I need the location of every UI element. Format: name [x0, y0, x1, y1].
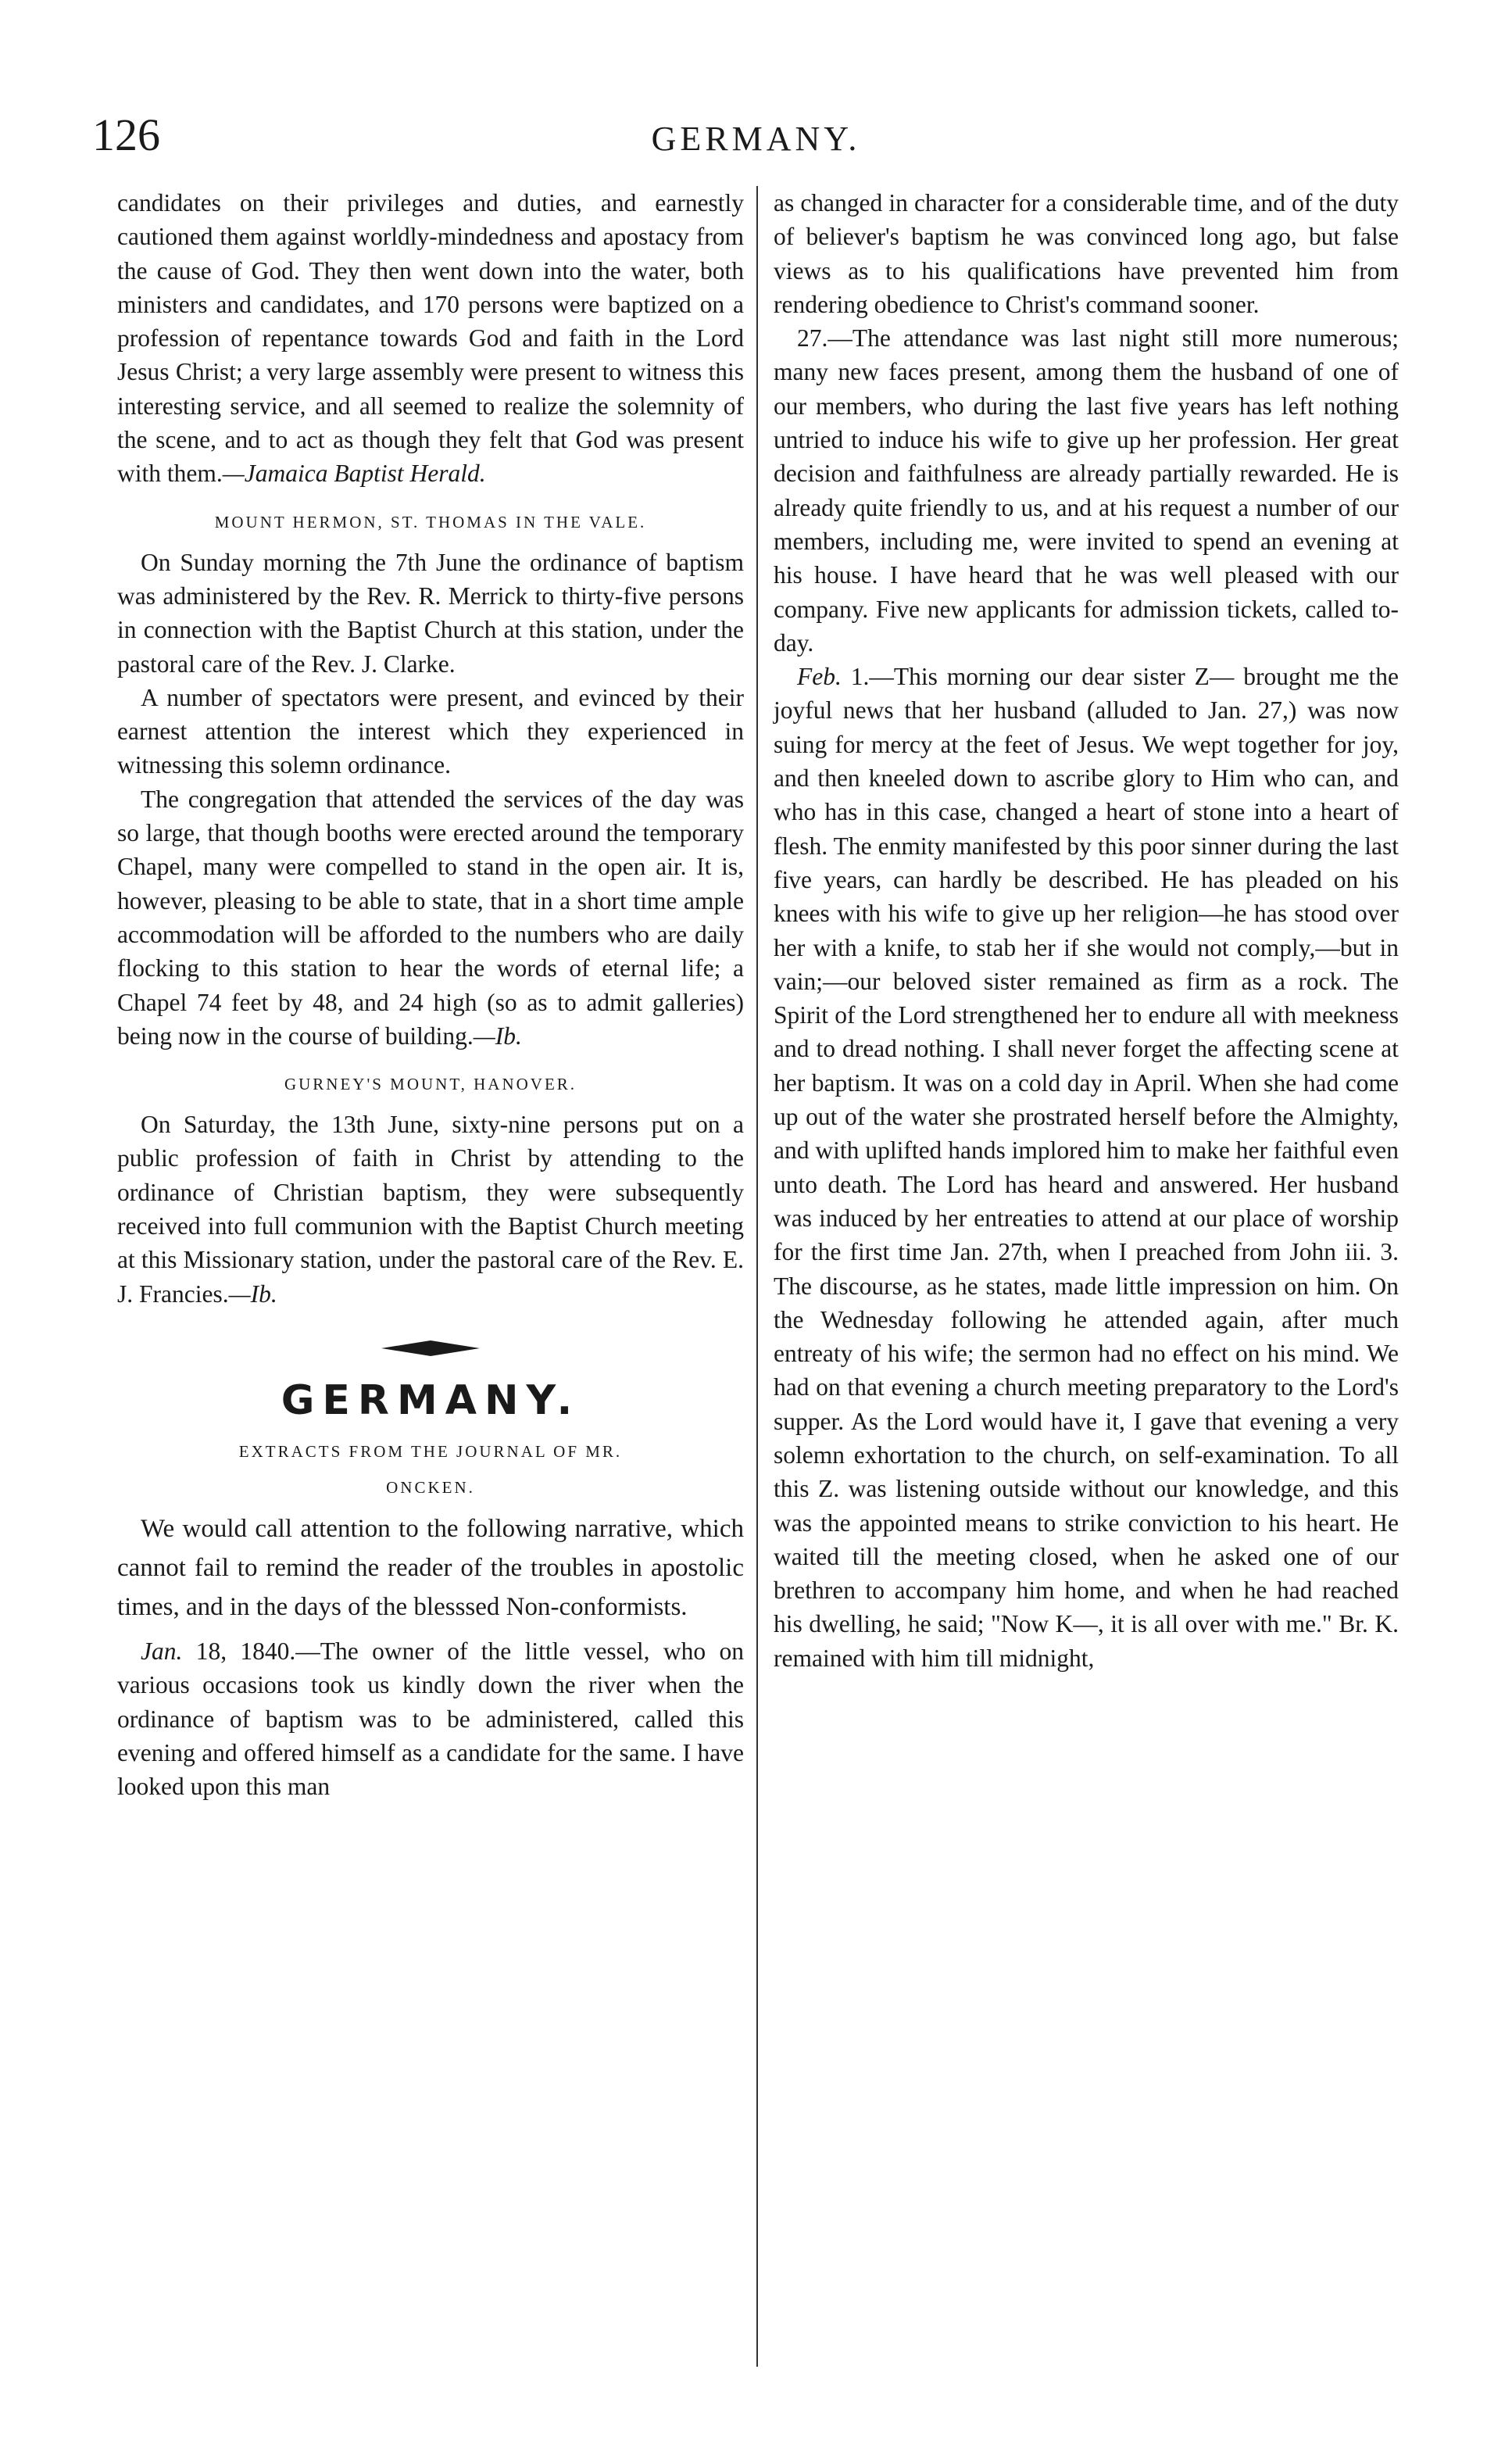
column-divider: [756, 186, 758, 2367]
source-citation: —Ib.: [473, 1022, 522, 1050]
source-citation: —Ib.: [228, 1279, 277, 1308]
paragraph: The congregation that attended the services of the day was so large, that though booths were erected around the temporary Chapel, many were compelled to stand in the open air. It is, however, pleasing to be able to state, that in a short time ample accommodation will be afforded to the numbers who are daily flocking to this station to hear the words of eternal life; a Chapel 74 feet by 48, and 24 high (so as to admit galleries) being now in the course of building.—Ib.: [117, 785, 744, 1050]
paragraph: candidates on their privileges and duties, and earnestly cautioned them against worldly-mindedness and apostacy from the cause of God. They then went down into the water, both ministers and candidates, and 170 persons were baptized on a profession of repentance towards God and faith in the Lord Jesus Christ; a very large assembly were present to witness this interesting service, and all seemed to realize the solemnity of the scene, and to act as though they felt that God was present with them.—Jamaica Baptist Herald.: [117, 189, 744, 488]
running-head: GERMANY.: [651, 120, 861, 158]
subheading: ONCKEN.: [386, 1477, 475, 1497]
intro-paragraph: We would call attention to the following narrative, which cannot fail to remind the reader of the troubles in apostolic times, and in the days of the blesssed Non-conformists.: [117, 1514, 744, 1621]
paragraph: A number of spectators were present, and evinced by their earnest attention the interest which they experienced in witnessing this solemn ordinance.: [117, 683, 744, 779]
paragraph: as changed in character for a considerable time, and of the duty of believer's baptism he was convinced long ago, but false views as to his qualifications have prevented him from rendering obedience to Christ's command sooner.: [774, 189, 1399, 318]
section-heading: GURNEY'S MOUNT, HANOVER.: [284, 1075, 577, 1094]
entry-date: Jan.: [141, 1637, 183, 1665]
journal-entry: Feb. 1.—This morning our dear sister Z— brought me the joyful news that her husband (alluded to Jan. 27,) was now suing for mercy at the feet of Jesus. We wept together for joy, and then kneeled down to ascribe glory to Him who can, and who has in this case, changed a heart of stone into a heart of flesh. The enmity manifested by this poor sinner during the last five years, can hardly be described. He has pleaded on his knees with his wife to give up her religion—he has stood over her with a knife, to stab her if she would not comply,—but in vain;—our beloved sister remained as firm as a rock. The Spirit of the Lord strengthened her to endure all with meekness and to dread nothing. I shall never forget the affecting scene at her baptism. It was on a cold day in April. When she had come up out of the water she prostrated herself before the Almighty, and with uplifted hands implored him to make her faithful even unto death. The Lord has heard and answered. Her husband was induced by her entreaties to attend at our place of worship for the first time Jan. 27th, when I preached from John iii. 3. The discourse, as he states, made little impression on him. On the Wednesday following he attended again, after much entreaty of his wife; the sermon had no effect on his mind. We had on that evening a church meeting preparatory to the Lord's supper. As the Lord would have it, I gave that evening a very solemn exhortation to the church, on self-examination. To all this Z. was listening outside without our knowledge, and this was the appointed means to strike conviction to his heart. He waited till the meeting closed, when he asked one of our brethren to accompany him home, and when he had reached his dwelling, he said; "Now K—, it is all over with me." Br. K. remained with him till midnight,: [774, 663, 1399, 1672]
paragraph: On Sunday morning the 7th June the ordinance of baptism was administered by the Rev. R. Merrick to thirty-five persons in connection with the Baptist Church at this station, under the pastoral care of the Rev. J. Clarke.: [117, 548, 744, 678]
right-column: [774, 186, 1399, 1675]
source-citation: —Jamaica Baptist Herald.: [222, 460, 486, 488]
page-number: 126: [92, 109, 160, 160]
journal-entry: 27.—The attendance was last night still more numerous; many new faces present, among them the husband of one of our members, who during the last five years has left nothing untried to induce his wife to give up her profession. Her great decision and faithfulness are already partially rewarded. He is already quite friendly to us, and at his request a number of our members, including me, were invited to spend an evening at his house. I have heard that he was well pleased with our company. Five new applicants for admission tickets, called to-day.: [774, 324, 1399, 657]
journal-entry: Jan. 18, 1840.—The owner of the little vessel, who on various occasions took us kindly down the river when the ordinance of baptism was to be administered, called this evening and offered himself as a candidate for the same. I have looked upon this man: [117, 1637, 744, 1801]
section-heading: MOUNT HERMON, ST. THOMAS IN THE VALE.: [214, 512, 647, 531]
entry-date: Feb.: [797, 663, 842, 691]
section-title: GERMANY.: [281, 1376, 581, 1424]
left-column: [117, 186, 744, 1803]
page-header: [0, 108, 1512, 170]
paragraph: On Saturday, the 13th June, sixty-nine persons put on a public profession of faith in Christ by attending to the ordinance of Christian baptism, they were subsequently received into full communion with the Baptist Church meeting at this Missionary station, under the pastoral care of the Rev. E. J. Francies.—Ib.: [117, 1111, 744, 1308]
subheading: EXTRACTS FROM THE JOURNAL OF MR.: [238, 1441, 623, 1461]
divider-ornament-icon: [380, 1339, 481, 1358]
